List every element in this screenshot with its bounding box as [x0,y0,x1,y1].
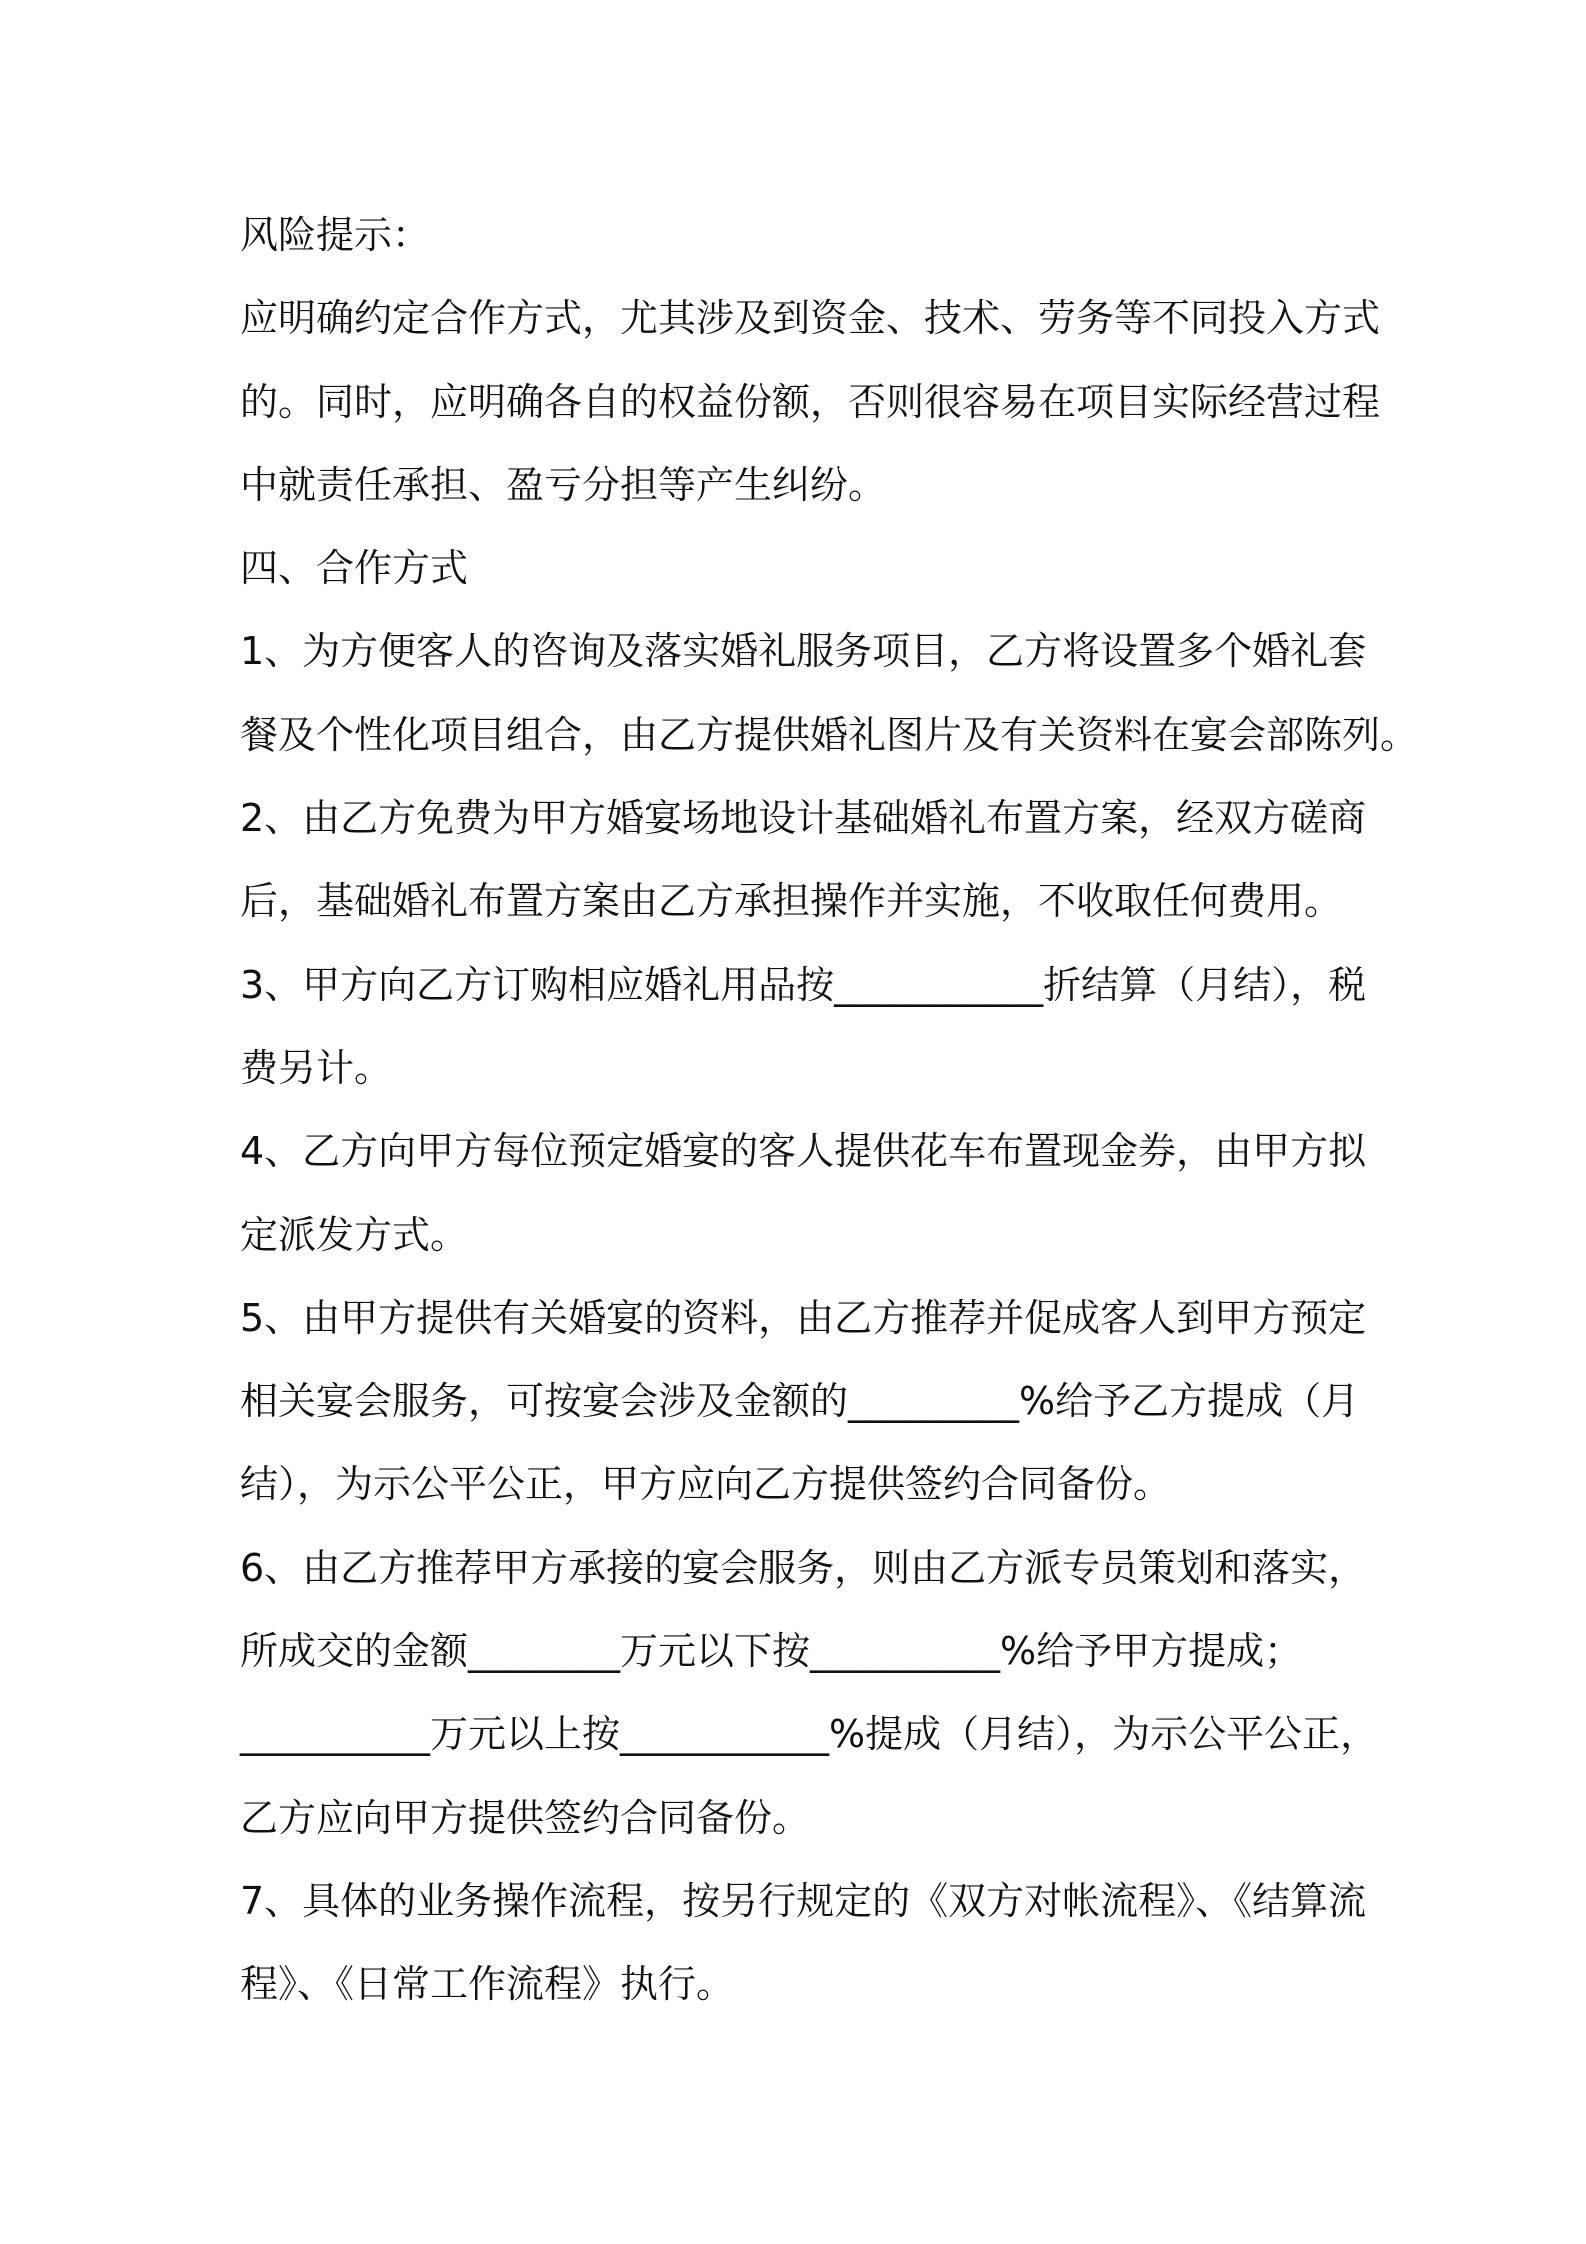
clause-7-line: 7、具体的业务操作流程，按另行规定的《双方对帐流程》、《结算流 [240,1878,1367,1923]
section-heading: 四、合作方式 [240,546,469,591]
clause-2-line: 2、由乙方免费为甲方婚宴场地设计基础婚礼布置方案，经双方磋商 [240,796,1367,841]
clause-1-line: 餐及个性化项目组合，由乙方提供婚礼图片及有关资料在宴会部陈列。 [240,712,1419,757]
document-body [240,194,1419,2027]
clause-1-line: 1、为方便客人的咨询及落实婚礼服务项目，乙方将设置多个婚礼套 [240,629,1367,674]
risk-text-line: 的。同时，应明确各自的权益份额，否则很容易在项目实际经营过程 [240,379,1381,424]
clause-7-line: 程》、《日常工作流程》执行。 [240,1962,735,2007]
clause-4-line: 定派发方式。 [240,1212,469,1257]
clause-5-line: 相关宴会服务，可按宴会涉及金额的_________%给予乙方提成（月 [240,1379,1360,1424]
clause-3-line: 费另计。 [240,1045,393,1090]
clause-6-line: 6、由乙方推荐甲方承接的宴会服务，则由乙方派专员策划和落实， [240,1545,1367,1590]
risk-text-line: 中就责任承担、盈亏分担等产生纠纷。 [240,462,887,507]
risk-text-line: 应明确约定合作方式，尤其涉及到资金、技术、劳务等不同投入方式 [240,296,1381,341]
clause-3-line: 3、甲方向乙方订购相应婚礼用品按___________折结算（月结），税 [240,962,1367,1007]
clause-6-line: 所成交的金额________万元以下按__________%给予甲方提成； [240,1629,1303,1674]
clause-5-line: 结），为示公平公正，甲方应向乙方提供签约合同备份。 [240,1462,1172,1507]
clause-6-line: __________万元以上按___________%提成（月结），为示公平公正， [240,1712,1379,1757]
clause-6-line: 乙方应向甲方提供签约合同备份。 [240,1795,811,1840]
clause-4-line: 4、乙方向甲方每位预定婚宴的客人提供花车布置现金券，由甲方拟 [240,1129,1367,1174]
risk-heading: 风险提示： [240,213,431,257]
clause-5-line: 5、由甲方提供有关婚宴的资料，由乙方推荐并促成客人到甲方预定 [240,1295,1367,1340]
clause-2-line: 后，基础婚礼布置方案由乙方承担操作并实施，不收取任何费用。 [240,879,1343,924]
